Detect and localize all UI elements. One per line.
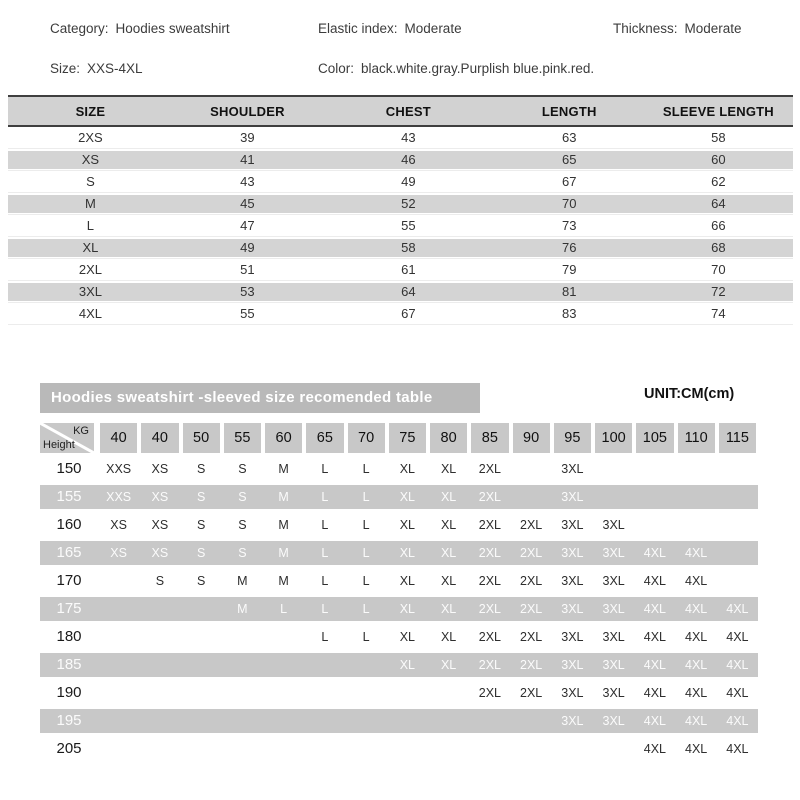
recommend-size-cell: 2XL	[478, 462, 501, 476]
recommend-size-cell: 3XL	[561, 462, 584, 476]
recommend-size-cell	[263, 623, 304, 651]
recommend-size-cell: XL	[399, 574, 416, 588]
recommend-size-cell: M	[237, 602, 248, 616]
recommend-size-cell	[222, 623, 263, 651]
recommend-size-cell: 4XL	[685, 630, 708, 644]
size-spec-row	[8, 171, 793, 193]
recommend-size-cell: 4XL	[685, 742, 708, 756]
size-spec-cell: 47	[173, 215, 322, 237]
size-spec-cell: 68	[644, 237, 793, 259]
size-spec-header	[8, 96, 793, 126]
color-info	[318, 61, 594, 76]
recommend-size-cell: 3XL	[602, 686, 625, 700]
recommend-row	[40, 567, 758, 595]
recommend-size-cell	[428, 735, 469, 763]
recommend-size-cell: L	[321, 546, 329, 560]
recommend-size-cell	[304, 735, 345, 763]
size-spec-cell: 73	[495, 215, 644, 237]
recommend-size-cell: XL	[440, 546, 457, 560]
recommend-size-cell	[428, 679, 469, 707]
recommend-size-cell	[593, 735, 634, 763]
recommend-size-cell	[511, 709, 552, 733]
recommend-size-cell	[98, 679, 139, 707]
recommend-size-cell: XXS	[106, 462, 132, 476]
recommend-size-cell: L	[321, 574, 329, 588]
weight-column-header: 80	[428, 423, 469, 453]
recommend-size-cell	[263, 679, 304, 707]
recommend-row	[40, 511, 758, 539]
recommend-size-cell: 3XL	[602, 574, 625, 588]
recommend-size-cell: M	[278, 462, 289, 476]
recommend-size-cell: 2XL	[478, 658, 501, 672]
recommend-size-cell: 4XL	[726, 714, 749, 728]
recommend-size-cell: S	[196, 462, 206, 476]
recommend-size-cell: L	[362, 630, 370, 644]
recommend-size-cell: 2XL	[478, 518, 501, 532]
recommend-size-cell: 2XL	[478, 546, 501, 560]
recommend-size-cell: 4XL	[726, 658, 749, 672]
recommend-size-cell: 4XL	[643, 658, 666, 672]
size-spec-cell: 67	[322, 303, 495, 325]
color-value: black.white.gray.Purplish blue.pink.red.	[361, 61, 595, 76]
recommend-size-cell	[139, 709, 180, 733]
recommend-size-cell: S	[155, 574, 165, 588]
recommend-size-cell	[98, 623, 139, 651]
thickness-label: Thickness:	[613, 21, 678, 36]
recommend-size-cell	[139, 679, 180, 707]
weight-column-header: 40	[139, 423, 180, 453]
recommend-size-cell: S	[196, 546, 206, 560]
size-spec-cell: 58	[644, 126, 793, 149]
color-label: Color:	[318, 61, 355, 76]
recommend-size-cell	[511, 485, 552, 509]
size-spec-row	[8, 237, 793, 259]
recommend-size-cell: L	[362, 574, 370, 588]
size-spec-cell: 3XL	[8, 281, 173, 303]
elastic-index-value: Moderate	[404, 21, 462, 36]
size-spec-cell: 79	[495, 259, 644, 281]
recommend-size-cell: 3XL	[602, 518, 625, 532]
elastic-index-label: Elastic index:	[318, 21, 398, 36]
recommend-size-cell: XS	[151, 518, 169, 532]
size-spec-cell: 70	[644, 259, 793, 281]
recommend-size-cell	[346, 679, 387, 707]
size-spec-cell: 61	[322, 259, 495, 281]
size-spec-cell: 76	[495, 237, 644, 259]
recommend-size-cell: XL	[440, 462, 457, 476]
recommend-size-cell	[139, 653, 180, 677]
size-spec-cell: 55	[173, 303, 322, 325]
recommend-size-cell	[634, 455, 675, 483]
size-spec-row	[8, 303, 793, 325]
recommend-size-cell: L	[280, 602, 288, 616]
recommend-size-cell: M	[278, 490, 289, 504]
recommend-size-cell	[304, 679, 345, 707]
recommend-size-cell: L	[362, 602, 370, 616]
elastic-index-info	[318, 21, 462, 36]
recommend-size-cell	[346, 653, 387, 677]
recommend-size-cell: 3XL	[561, 602, 584, 616]
recommend-size-cell	[98, 567, 139, 595]
recommend-size-cell	[222, 709, 263, 733]
size-spec-cell: 81	[495, 281, 644, 303]
recommend-size-cell: L	[362, 490, 370, 504]
category-label: Category:	[50, 21, 109, 36]
size-spec-cell: 53	[173, 281, 322, 303]
height-label: 160	[56, 516, 82, 533]
recommend-size-cell: XL	[399, 490, 416, 504]
recommend-size-cell: XS	[110, 518, 127, 532]
recommend-size-cell	[98, 709, 139, 733]
recommend-size-cell	[593, 485, 634, 509]
size-spec-cell: 52	[322, 193, 495, 215]
recommend-size-cell	[181, 709, 222, 733]
recommend-size-cell: 4XL	[643, 742, 666, 756]
recommend-row	[40, 623, 758, 651]
recommend-size-cell: 4XL	[643, 714, 666, 728]
recommend-size-cell: L	[321, 602, 329, 616]
size-spec-cell: 62	[644, 171, 793, 193]
size-spec-cell: 2XL	[8, 259, 173, 281]
size-spec-column-header: CHEST	[322, 96, 495, 126]
recommend-size-cell	[222, 679, 263, 707]
recommend-table	[40, 423, 758, 763]
size-spec-cell: 45	[173, 193, 322, 215]
height-label: 190	[56, 684, 82, 701]
corner-height-label: Height	[43, 439, 75, 451]
weight-column-header: 65	[304, 423, 345, 453]
recommend-size-cell: 2XL	[520, 630, 543, 644]
recommend-size-cell: 4XL	[685, 602, 708, 616]
recommend-size-cell: 4XL	[643, 630, 666, 644]
weight-column-header: 110	[676, 423, 717, 453]
recommend-size-cell: 3XL	[561, 490, 584, 504]
thickness-info	[613, 21, 742, 36]
recommend-size-cell: L	[362, 518, 370, 532]
recommend-size-cell: 4XL	[643, 546, 666, 560]
size-spec-cell: 63	[495, 126, 644, 149]
size-spec-cell: 67	[495, 171, 644, 193]
corner-kg-label: KG	[73, 425, 89, 437]
recommend-size-cell: XL	[399, 658, 416, 672]
size-spec-body	[8, 126, 793, 325]
size-spec-cell: 55	[322, 215, 495, 237]
recommend-size-cell: XL	[440, 574, 457, 588]
size-spec-column-header: LENGTH	[495, 96, 644, 126]
size-spec-row	[8, 215, 793, 237]
recommend-size-cell	[181, 679, 222, 707]
recommend-size-cell	[634, 511, 675, 539]
recommend-size-cell	[511, 735, 552, 763]
thickness-value: Moderate	[684, 21, 742, 36]
size-spec-column-header: SLEEVE LENGTH	[644, 96, 793, 126]
size-spec-row	[8, 126, 793, 149]
recommend-size-cell: XL	[440, 518, 457, 532]
size-spec-cell: 46	[322, 149, 495, 171]
recommend-size-cell: 4XL	[685, 714, 708, 728]
recommend-size-cell: L	[321, 518, 329, 532]
size-spec-cell: 66	[644, 215, 793, 237]
recommend-row	[40, 735, 758, 763]
recommend-size-cell	[676, 511, 717, 539]
recommend-size-cell: 4XL	[685, 546, 708, 560]
height-label: 175	[56, 600, 82, 617]
recommend-size-cell: 4XL	[643, 686, 666, 700]
recommend-size-cell: L	[362, 462, 370, 476]
recommend-row	[40, 679, 758, 707]
recommend-size-cell: 3XL	[561, 714, 584, 728]
recommend-size-cell: 2XL	[478, 602, 501, 616]
recommend-size-cell	[181, 735, 222, 763]
recommend-size-cell	[263, 709, 304, 733]
size-spec-cell: 83	[495, 303, 644, 325]
recommend-size-cell	[263, 653, 304, 677]
recommend-size-cell: 3XL	[602, 714, 625, 728]
size-spec-column-header: SIZE	[8, 96, 173, 126]
recommend-size-cell	[181, 597, 222, 621]
size-spec-table	[8, 95, 793, 325]
recommend-size-cell: 4XL	[685, 658, 708, 672]
recommend-size-cell: 3XL	[602, 630, 625, 644]
recommend-size-cell: XS	[151, 546, 169, 560]
recommend-table-header	[40, 423, 758, 453]
recommend-size-cell	[717, 485, 758, 509]
recommend-size-cell: S	[196, 518, 206, 532]
recommend-size-cell: XL	[399, 546, 416, 560]
size-spec-cell: 43	[173, 171, 322, 193]
size-spec-cell: 72	[644, 281, 793, 303]
recommend-size-cell: 2XL	[520, 546, 543, 560]
recommend-size-cell	[222, 735, 263, 763]
recommend-table-title: Hoodies sweatshirt -sleeved size recomended table	[40, 383, 480, 413]
recommend-size-cell: 2XL	[520, 602, 543, 616]
height-label: 205	[56, 740, 82, 757]
recommend-size-cell	[387, 735, 428, 763]
recommend-size-cell: XS	[151, 490, 169, 504]
height-label: 180	[56, 628, 82, 645]
size-spec-cell: 39	[173, 126, 322, 149]
recommend-size-cell: 3XL	[561, 574, 584, 588]
size-spec-row	[8, 149, 793, 171]
recommend-size-cell: 2XL	[478, 686, 501, 700]
height-label: 150	[56, 460, 82, 477]
recommend-size-cell: XXS	[106, 490, 132, 504]
recommend-size-cell: 2XL	[520, 686, 543, 700]
weight-column-header: 50	[181, 423, 222, 453]
size-range-label: Size:	[50, 61, 81, 76]
recommend-size-cell: 4XL	[726, 602, 749, 616]
recommend-size-cell: M	[278, 574, 289, 588]
size-spec-cell: 74	[644, 303, 793, 325]
recommend-size-cell	[634, 485, 675, 509]
corner-cell	[40, 423, 94, 453]
weight-column-header: 40	[98, 423, 139, 453]
recommend-size-cell: 4XL	[726, 686, 749, 700]
recommend-size-cell	[676, 455, 717, 483]
recommend-row	[40, 539, 758, 567]
recommend-size-cell: 4XL	[685, 686, 708, 700]
recommend-size-cell: L	[321, 462, 329, 476]
recommend-size-cell: 2XL	[478, 490, 501, 504]
recommend-size-cell	[469, 735, 510, 763]
recommend-size-cell: L	[321, 630, 329, 644]
recommend-size-cell	[676, 485, 717, 509]
size-spec-row	[8, 281, 793, 303]
recommend-row	[40, 595, 758, 623]
recommend-size-cell	[387, 679, 428, 707]
recommend-size-cell: 4XL	[685, 574, 708, 588]
recommend-size-cell	[346, 735, 387, 763]
recommend-size-cell: XL	[399, 462, 416, 476]
recommend-size-cell	[263, 735, 304, 763]
recommend-size-cell: 3XL	[561, 546, 584, 560]
recommend-size-cell: 4XL	[643, 602, 666, 616]
recommend-size-cell: 3XL	[561, 686, 584, 700]
weight-column-header: 90	[511, 423, 552, 453]
recommend-size-cell: S	[238, 462, 247, 476]
size-spec-cell: 60	[644, 149, 793, 171]
category-info	[50, 21, 230, 36]
recommend-size-cell	[469, 709, 510, 733]
recommend-size-cell: 3XL	[602, 546, 625, 560]
recommend-size-cell: XL	[440, 630, 457, 644]
size-spec-cell: M	[8, 193, 173, 215]
recommend-size-cell	[222, 653, 263, 677]
recommend-size-cell: 4XL	[726, 742, 749, 756]
size-spec-cell: 58	[322, 237, 495, 259]
recommend-size-cell: S	[196, 490, 206, 504]
size-spec-cell: XL	[8, 237, 173, 259]
recommend-size-cell	[552, 735, 593, 763]
recommend-size-cell: 4XL	[726, 630, 749, 644]
size-spec-row	[8, 259, 793, 281]
recommend-row	[40, 651, 758, 679]
height-label: 155	[56, 488, 82, 505]
size-spec-cell: 64	[322, 281, 495, 303]
recommend-size-cell	[181, 653, 222, 677]
recommend-row	[40, 483, 758, 511]
recommend-size-cell	[181, 623, 222, 651]
weight-column-header: 60	[263, 423, 304, 453]
recommend-size-cell	[304, 709, 345, 733]
size-spec-cell: 2XS	[8, 126, 173, 149]
weight-column-header: 70	[346, 423, 387, 453]
recommend-size-cell: S	[238, 546, 247, 560]
size-spec-cell: 49	[322, 171, 495, 193]
recommend-size-cell	[511, 455, 552, 483]
weight-column-header: 105	[634, 423, 675, 453]
recommend-size-cell	[717, 541, 758, 565]
recommend-size-cell: XS	[110, 546, 127, 560]
recommend-size-cell: XS	[151, 462, 169, 476]
size-spec-cell: 65	[495, 149, 644, 171]
size-spec-cell: L	[8, 215, 173, 237]
recommend-size-cell: XL	[440, 490, 457, 504]
recommend-size-cell: M	[278, 546, 289, 560]
size-spec-cell: 64	[644, 193, 793, 215]
size-spec-cell: 70	[495, 193, 644, 215]
recommend-size-cell	[387, 709, 428, 733]
recommend-size-cell: 3XL	[602, 602, 625, 616]
size-spec-cell: 4XL	[8, 303, 173, 325]
category-value: Hoodies sweatshirt	[115, 21, 230, 36]
recommend-size-cell: L	[362, 546, 370, 560]
recommend-size-cell	[139, 623, 180, 651]
size-range-value: XXS-4XL	[87, 61, 143, 76]
recommend-size-cell: S	[238, 490, 247, 504]
recommend-size-cell: XL	[440, 602, 457, 616]
size-spec-cell: 49	[173, 237, 322, 259]
recommend-size-cell	[98, 653, 139, 677]
size-spec-header-row	[8, 96, 793, 126]
recommend-row	[40, 455, 758, 483]
height-label: 170	[56, 572, 82, 589]
recommend-size-cell: 2XL	[520, 574, 543, 588]
recommend-size-cell: 3XL	[602, 658, 625, 672]
weight-column-header: 55	[222, 423, 263, 453]
recommend-size-cell: 4XL	[643, 574, 666, 588]
height-label: 185	[56, 656, 82, 673]
recommend-size-cell: 2XL	[478, 630, 501, 644]
recommend-size-cell	[98, 597, 139, 621]
recommend-size-cell: M	[278, 518, 289, 532]
recommend-row	[40, 707, 758, 735]
recommend-size-cell	[139, 735, 180, 763]
recommend-size-cell: 3XL	[561, 630, 584, 644]
size-spec-row	[8, 193, 793, 215]
recommend-size-cell: XL	[399, 518, 416, 532]
recommend-size-cell: 3XL	[561, 658, 584, 672]
recommend-size-cell	[346, 709, 387, 733]
recommend-size-cell: XL	[399, 602, 416, 616]
recommend-size-cell: M	[237, 574, 248, 588]
recommend-size-cell: S	[238, 518, 247, 532]
weight-column-header: 115	[717, 423, 758, 453]
recommend-size-cell	[304, 653, 345, 677]
recommend-size-cell	[428, 709, 469, 733]
recommend-size-cell: L	[321, 490, 329, 504]
recommend-size-cell	[717, 455, 758, 483]
recommend-size-cell: 2XL	[520, 658, 543, 672]
weight-column-header: 100	[593, 423, 634, 453]
recommend-size-cell	[139, 597, 180, 621]
unit-label: UNIT:CM(cm)	[644, 386, 735, 402]
size-range-info	[50, 61, 143, 76]
recommend-size-cell: 2XL	[520, 518, 543, 532]
size-spec-cell: S	[8, 171, 173, 193]
recommend-size-cell: S	[196, 574, 206, 588]
weight-column-header: 95	[552, 423, 593, 453]
recommend-size-cell: XL	[440, 658, 457, 672]
size-spec-cell: 43	[322, 126, 495, 149]
size-spec-cell: 41	[173, 149, 322, 171]
recommend-size-cell: 3XL	[561, 518, 584, 532]
weight-column-header: 85	[469, 423, 510, 453]
weight-column-header: 75	[387, 423, 428, 453]
height-label: 165	[56, 544, 82, 561]
size-spec-column-header: SHOULDER	[173, 96, 322, 126]
recommend-size-cell: 2XL	[478, 574, 501, 588]
recommend-size-cell: XL	[399, 630, 416, 644]
recommend-size-cell	[717, 511, 758, 539]
recommend-size-cell	[593, 455, 634, 483]
recommend-size-cell	[98, 735, 139, 763]
size-spec-cell: 51	[173, 259, 322, 281]
size-spec-cell: XS	[8, 149, 173, 171]
height-label: 195	[56, 712, 82, 729]
recommend-size-cell	[717, 567, 758, 595]
